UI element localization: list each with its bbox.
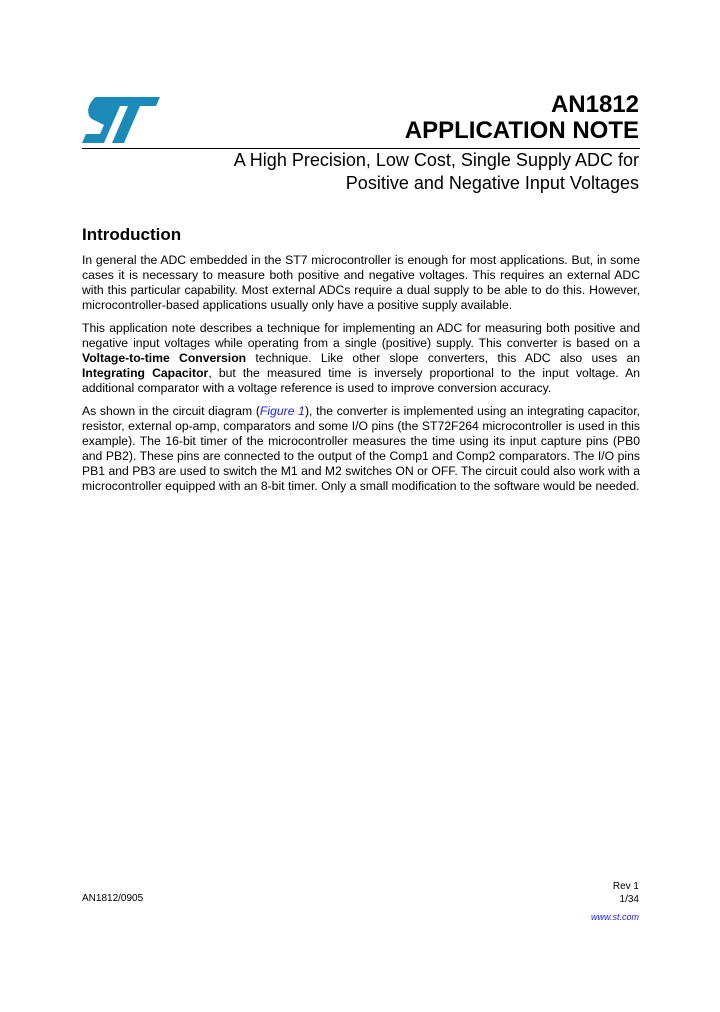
paragraph-2	[82, 321, 640, 396]
text: As shown in the circuit diagram (	[82, 404, 260, 418]
text: , but the measured time is inversely proportional to the input voltage. An additional comparator with a voltage reference is used to improve conversion accuracy.	[82, 366, 640, 395]
website-link[interactable]: www.st.com	[590, 912, 639, 922]
section-heading: Introduction	[82, 225, 182, 244]
document-reference: AN1812/0905	[82, 893, 144, 904]
document-type: APPLICATION NOTE	[404, 117, 639, 144]
document-subtitle	[234, 149, 639, 195]
page-number: 1/34	[619, 894, 639, 905]
figure-link[interactable]: Figure 1	[259, 404, 305, 418]
body-text	[82, 253, 640, 502]
document-number: AN1812	[550, 91, 639, 118]
st-logo	[82, 97, 160, 143]
text: ), the converter is implemented using an integrating capacitor, resistor, external op-amp, comparators and some I/O pins (the ST72F264 microcontroller is used in this example). The 16-bit timer of the microcontroller measures the time using its input capture pins (PB0 and PB2). These pins are connected to the output of the Comp1 and Comp2 comparators. The I/O pins PB1 and PB3 are used to switch the M1 and M2 switches ON or OFF. The circuit could also work with a microcontroller equipped with an 8-bit timer. Only a small modification to the software would be needed.	[82, 404, 640, 493]
subtitle-line-2: Positive and Negative Input Voltages	[345, 173, 639, 193]
bold-term: Voltage-to-time Conversion	[82, 351, 247, 365]
text: This application note describes a technique for implementing an ADC for measuring both positive and negative input voltages while operating from a single (positive) supply. This converter is based on a	[82, 321, 640, 350]
text: technique. Like other slope converters, this ADC also uses an	[246, 351, 640, 365]
footer-right	[613, 880, 639, 906]
paragraph-1: In general the ADC embedded in the ST7 microcontroller is enough for most applications. But, in some cases it is necessary to measure both positive and negative voltages. This requires an external ADC with this particular capability. Most external ADCs require a dual supply to be able to do this. However, microcontroller-based applications usually only have a positive supply available.	[82, 253, 640, 312]
subtitle-line-1: A High Precision, Low Cost, Single Supply ADC for	[233, 150, 639, 170]
revision: Rev 1	[612, 881, 639, 892]
bold-term: Integrating Capacitor	[82, 366, 209, 380]
paragraph-3	[82, 404, 640, 494]
